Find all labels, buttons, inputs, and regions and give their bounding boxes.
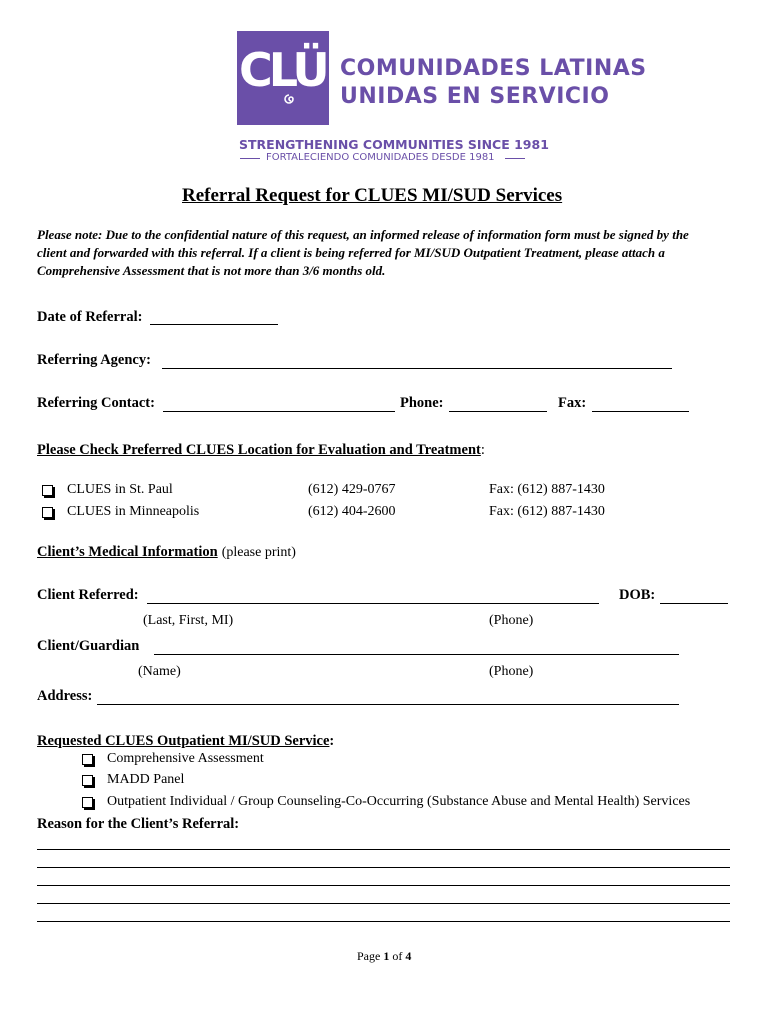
page-prefix: Page — [357, 949, 381, 963]
medical-heading-text: Client’s Medical Information — [37, 544, 218, 560]
hint-name: (Name) — [138, 664, 181, 679]
location-fax: Fax: (612) 887-1430 — [489, 482, 605, 497]
spiral-icon — [283, 93, 299, 109]
checkbox-outpatient-counseling[interactable] — [82, 797, 93, 808]
referring-agency-field[interactable] — [162, 368, 672, 369]
fax-field[interactable] — [592, 411, 689, 412]
service-option: MADD Panel — [107, 772, 185, 787]
service-option: Outpatient Individual / Group Counseling-Co-Occurring (Substance Abuse and Mental Health) Services — [107, 794, 691, 809]
service-heading-text: Requested CLUES Outpatient MI/SUD Service — [37, 733, 330, 749]
location-phone: (612) 404-2600 — [308, 504, 396, 519]
location-name: CLUES in Minneapolis — [67, 504, 200, 519]
reason-line-3[interactable] — [37, 885, 730, 886]
service-heading-colon: : — [329, 733, 335, 749]
location-heading — [37, 442, 485, 459]
address-field[interactable] — [97, 704, 679, 705]
location-heading-colon: : — [480, 442, 485, 458]
reason-line-2[interactable] — [37, 867, 730, 868]
phone-field[interactable] — [449, 411, 547, 412]
service-option: Comprehensive Assessment — [107, 751, 264, 766]
brand-name-line2: UNIDAS EN SERVICIO — [340, 84, 610, 109]
date-of-referral-label: Date of Referral: — [37, 309, 143, 325]
tagline-rule-right — [505, 158, 525, 159]
medical-heading — [37, 543, 296, 561]
logo-letters: CLÜES — [239, 43, 383, 97]
checkbox-st-paul[interactable] — [42, 485, 53, 496]
date-of-referral-field[interactable] — [150, 324, 278, 325]
address-label: Address: — [37, 688, 93, 704]
reason-line-4[interactable] — [37, 903, 730, 904]
page-number — [357, 949, 411, 964]
page-of: of — [392, 949, 403, 963]
dob-field[interactable] — [660, 603, 728, 604]
page-current: 1 — [383, 949, 390, 963]
tagline-spanish: FORTALECIENDO COMUNIDADES DESDE 1981 — [266, 152, 495, 163]
hint-phone: (Phone) — [489, 613, 534, 628]
location-heading-text: Please Check Preferred CLUES Location for Evaluation and Treatment — [37, 442, 481, 458]
checkbox-comprehensive-assessment[interactable] — [82, 754, 93, 765]
reason-line-5[interactable] — [37, 921, 730, 922]
clues-logo — [237, 31, 383, 125]
reason-label: Reason for the Client’s Referral: — [37, 816, 240, 832]
checkbox-minneapolis[interactable] — [42, 507, 53, 518]
client-referred-field[interactable] — [147, 603, 599, 604]
checkbox-madd-panel[interactable] — [82, 775, 93, 786]
referring-contact-label: Referring Contact: — [37, 395, 155, 411]
referring-contact-field[interactable] — [163, 411, 395, 412]
location-phone: (612) 429-0767 — [308, 482, 396, 497]
page-total: 4 — [405, 949, 412, 963]
fax-label: Fax: — [558, 395, 587, 411]
confidentiality-note: Please note: Due to the confidential nature of this request, an informed release of information form must be signed by the client and forwarded with this referral. If a client is being referred for MI/SUD Outpatient Treatment, please attach a Comprehensive Assessment that is not more than 3/6 months old. — [37, 227, 689, 278]
hint-phone: (Phone) — [489, 664, 534, 679]
location-fax: Fax: (612) 887-1430 — [489, 504, 605, 519]
location-name: CLUES in St. Paul — [67, 482, 173, 497]
referring-agency-label: Referring Agency: — [37, 352, 151, 368]
service-heading — [37, 733, 334, 750]
tagline-english: STRENGTHENING COMMUNITIES SINCE 1981 — [239, 137, 549, 152]
reason-line-1[interactable] — [37, 849, 730, 850]
dob-label: DOB: — [619, 587, 656, 603]
medical-heading-note: (please print) — [221, 545, 296, 560]
phone-label: Phone: — [400, 395, 444, 411]
client-guardian-field[interactable] — [154, 654, 679, 655]
client-referred-label: Client Referred: — [37, 587, 139, 603]
brand-name-line1: COMUNIDADES LATINAS — [340, 56, 647, 81]
page-title: Referral Request for CLUES MI/SUD Services — [182, 185, 563, 206]
client-guardian-label: Client/Guardian — [37, 638, 140, 654]
tagline-rule-left — [240, 158, 260, 159]
hint-name-order: (Last, First, MI) — [143, 613, 234, 628]
